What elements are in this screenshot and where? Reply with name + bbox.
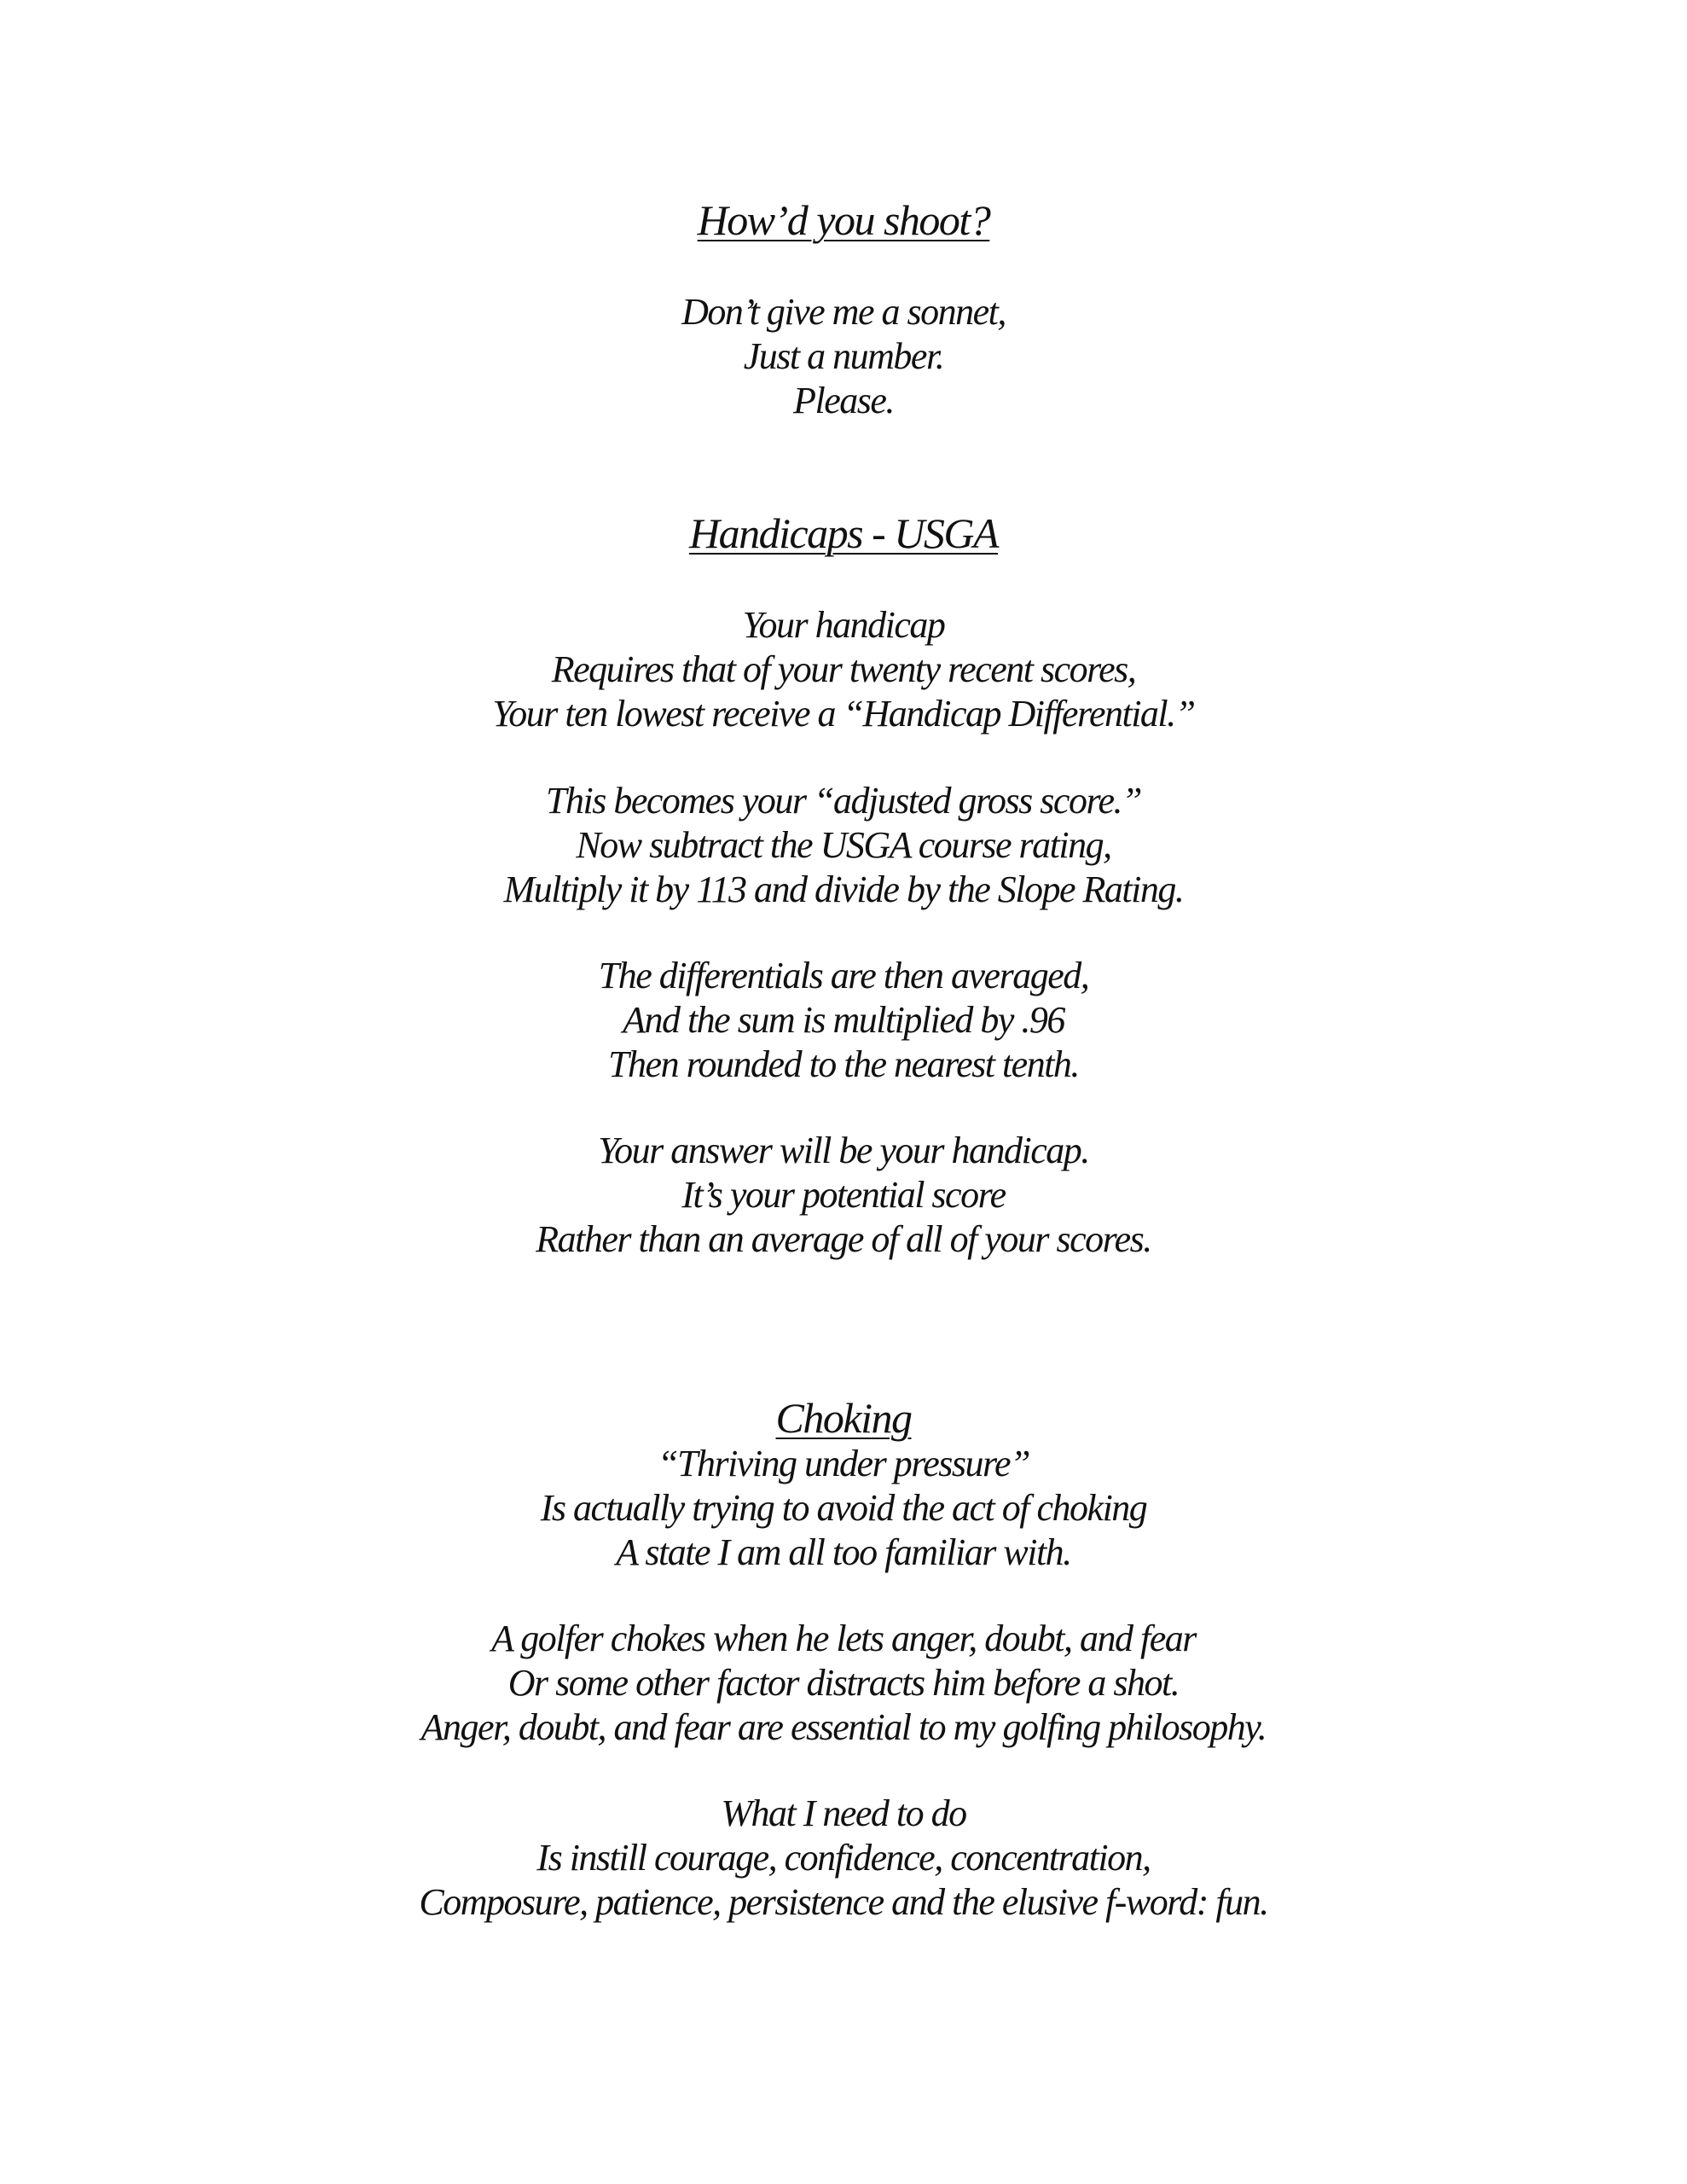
poem-line: Your ten lowest receive a “Handicap Differential.” bbox=[492, 693, 1195, 735]
poem-line: Anger, doubt, and fear are essential to my golfing philosophy. bbox=[420, 1706, 1267, 1748]
poem-line: And the sum is multiplied by .96 bbox=[623, 999, 1064, 1041]
poem-line: Composure, patience, persistence and the elusive f-word: fun. bbox=[419, 1881, 1268, 1923]
poem-line: Is actually trying to avoid the act of choking bbox=[540, 1487, 1147, 1529]
poem-line: Don’t give me a sonnet, bbox=[681, 291, 1006, 333]
poem-line: Your answer will be your handicap. bbox=[598, 1130, 1089, 1171]
poem-line: “Thriving under pressure” bbox=[658, 1443, 1029, 1484]
poem-line: A state I am all too familiar with. bbox=[616, 1531, 1071, 1573]
poem-line: It’s your potential score bbox=[681, 1174, 1006, 1216]
poem-line: Requires that of your twenty recent scores, bbox=[551, 648, 1136, 690]
poem-title: How’d you shoot? bbox=[697, 196, 990, 244]
poem-line: Please. bbox=[793, 380, 894, 421]
poem-title: Choking bbox=[775, 1394, 912, 1442]
poem-line: Is instill courage, confidence, concentration, bbox=[536, 1837, 1151, 1879]
poem-line: Or some other factor distracts him before a shot. bbox=[507, 1662, 1180, 1704]
poem-line: A golfer chokes when he lets anger, doubt, and fear bbox=[491, 1618, 1196, 1659]
poem-line: What I need to do bbox=[721, 1792, 966, 1834]
poem-line: Then rounded to the nearest tenth. bbox=[608, 1043, 1079, 1085]
poem-line: Now subtract the USGA course rating, bbox=[576, 824, 1111, 866]
poem-line: Multiply it by 113 and divide by the Slope Rating. bbox=[503, 868, 1184, 910]
poem-line: Your handicap bbox=[742, 604, 945, 646]
poem-line: Just a number. bbox=[743, 335, 944, 377]
poem-title: Handicaps - USGA bbox=[688, 509, 999, 557]
poem-line: The differentials are then averaged, bbox=[598, 955, 1089, 996]
poem-line: This becomes your “adjusted gross score.” bbox=[546, 780, 1141, 822]
poem-line: Rather than an average of all of your scores. bbox=[536, 1218, 1151, 1260]
